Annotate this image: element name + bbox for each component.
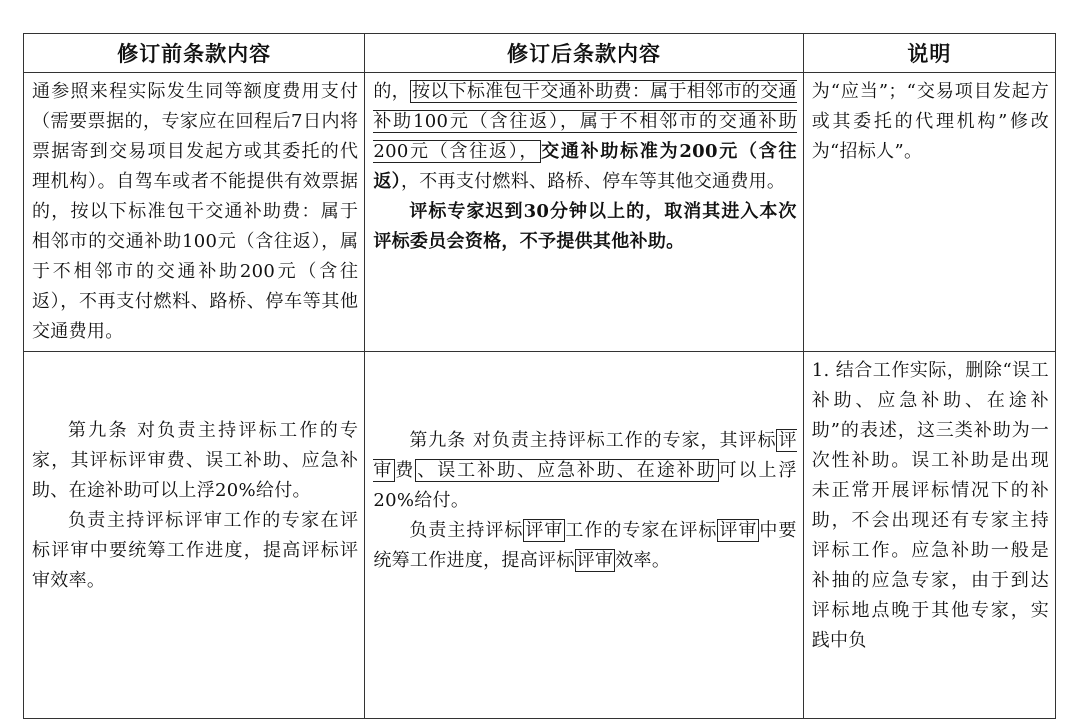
text-span: 负责主持评标 bbox=[409, 520, 524, 541]
changed-text-box: 评审 bbox=[719, 520, 758, 541]
table-row bbox=[24, 352, 1056, 719]
revision-table bbox=[23, 33, 1056, 719]
text-span: 第九条 对负责主持评标工作的专家，其评标 bbox=[409, 430, 777, 451]
row1-before-text: 通参照来程实际发生同等额度费用支付（需要票据的，专家应在回程后7日内将票据寄到交易项目发起方或其委托的代理机构）。自驾车或者不能提供有效票据的，按以下标准包干交通补助费：属于相邻市的交通补助100元（含往返），属于不相邻市的交通补助200元（含往返），不再支付燃料、路桥、停车等其他交通费用。 bbox=[32, 81, 359, 342]
row2-before-p2: 负责主持评标评审工作的专家在评标评审中要统筹工作进度，提高评标评审效率。 bbox=[32, 510, 359, 591]
row2-note bbox=[803, 352, 1055, 719]
header-note: 说明 bbox=[803, 34, 1055, 73]
changed-text-box: 评审 bbox=[525, 520, 564, 541]
header-row bbox=[24, 34, 1056, 73]
row1-note-text: 为“应当”；“交易项目发起方或其委托的代理机构”修改为“招标人”。 bbox=[811, 81, 1049, 162]
row1-after-p2: 评标专家迟到30分钟以上的，取消其进入本次评标委员会资格，不予提供其他补助。 bbox=[373, 201, 797, 252]
row2-after bbox=[365, 352, 803, 719]
row2-before bbox=[24, 352, 365, 719]
row1-note bbox=[803, 73, 1055, 352]
header-before: 修订前条款内容 bbox=[24, 34, 365, 73]
row2-after-p2 bbox=[373, 516, 796, 576]
row1-after bbox=[365, 73, 803, 352]
header-after: 修订后条款内容 bbox=[365, 34, 803, 73]
row2-note-text: 1. 结合工作实际，删除“误工补助、应急补助、在途补助”的表述，这三类补助为一次性补助。误工补助是出现未正常开展评标情况下的补助，不会出现还有专家主持评标工作。应急补助一般是补抽的应急专家，由于到达评标地点晚于其他专家，实践中负 bbox=[811, 360, 1049, 651]
text-span: ，不再支付燃料、路桥、停车等其他交通费用。 bbox=[400, 171, 786, 192]
text-span: 可以上浮20%给付。 bbox=[373, 460, 797, 511]
changed-text-box: 评审 bbox=[373, 430, 797, 481]
deleted-text-box: 、误工补助、应急补助、在途补助 bbox=[417, 460, 717, 481]
text-span: 的， bbox=[373, 81, 410, 102]
changed-text-box: 评审 bbox=[576, 550, 614, 571]
deleted-text-box: 按以下标准包干交通补助费：属于相邻市的交通补助100元（含往返），属于不相邻市的交通补助200元（含往返）， bbox=[373, 81, 797, 162]
table-row bbox=[24, 73, 1056, 352]
text-span: 效率。 bbox=[615, 550, 671, 571]
text-span: 费 bbox=[395, 460, 416, 481]
added-bold-text: 交通补助标准为200元（含往返） bbox=[373, 141, 797, 192]
row1-after-p1 bbox=[373, 77, 796, 197]
text-span: 中要统筹工作进度，提高评标 bbox=[373, 520, 797, 571]
row2-before-p1: 第九条 对负责主持评标工作的专家，其评标评审费、误工补助、应急补助、在途补助可以上浮20%给付。 bbox=[32, 420, 359, 501]
row2-after-p1 bbox=[373, 426, 796, 516]
row1-before bbox=[24, 73, 365, 352]
text-span: 工作的专家在评标 bbox=[565, 520, 718, 541]
